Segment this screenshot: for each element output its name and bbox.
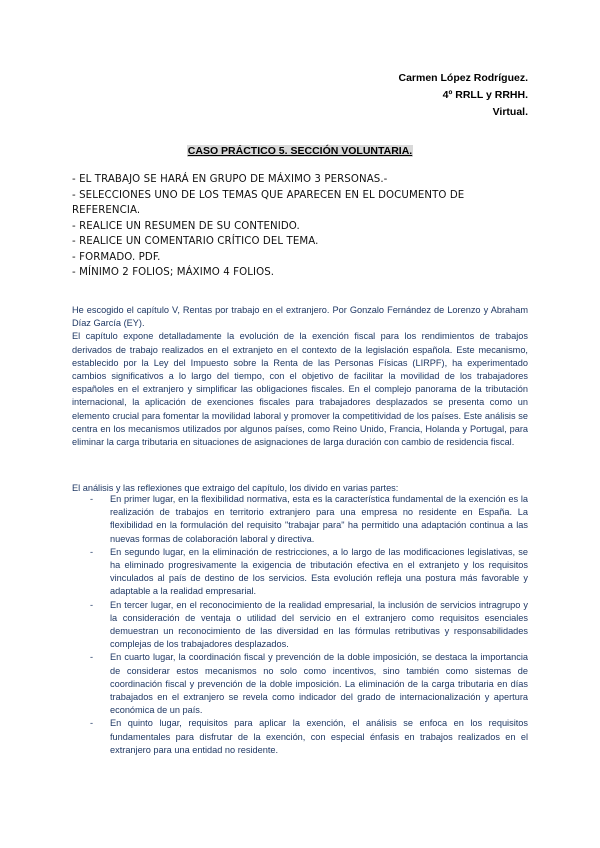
analysis-point: [72, 651, 528, 717]
analysis-point-text: En segundo lugar, en la eliminación de restricciones, a lo largo de las modificaciones legislativas, se ha eliminado progresivamente la exigencia de tributación efectiva en el extranjeto y los requisitos vinculados al país de destino de los servicios. Esta evolución refleja una postura más favorable y adaptable a la realidad empresarial.: [110, 546, 528, 597]
author-block: [398, 70, 528, 121]
analysis-point: [72, 717, 528, 757]
analysis-point: [72, 546, 528, 599]
author-mode: Virtual.: [492, 106, 528, 118]
instruction-line: REFERENCIA.: [72, 205, 141, 216]
document-title: CASO PRÁCTICO 5. SECCIÓN VOLUNTARIA.: [187, 145, 413, 157]
analysis-point-text: En tercer lugar, en el reconocimiento de la realidad empresarial, la inclusión de servicios intragrupo y la consideración de ventaja o utilidad del servicio en el extranjero como requisitos esenciales demuestran un reconocimiento de las diversidad en las fórmulas retributivas y responsabilidades complejas de los trabajadores desplazados.: [110, 599, 528, 650]
bullet-marker: -: [90, 494, 94, 504]
instruction-line: - SELECCIONES UNO DE LOS TEMAS QUE APARECEN EN EL DOCUMENTO DE: [72, 189, 465, 201]
instruction-line: - EL TRABAJO SE HARÁ EN GRUPO DE MÁXIMO 3 PERSONAS.-: [72, 174, 388, 185]
bullet-marker: -: [90, 652, 94, 663]
instruction-line: - REALICE UN RESUMEN DE SU CONTENIDO.: [72, 220, 300, 232]
analysis-point-text: En primer lugar, en la flexibilidad normativa, esta es la característica fundamental de la exención es la realización de trabajos en territorio extranjero para una empresa no residente en España. La flexibilidad en la formulación del requisito "trabajar para" ha permitido una adaptación continua a las nuevas formas de colaboración laboral y directiva.: [110, 494, 528, 544]
instruction-line: - REALICE UN COMENTARIO CRÍTICO DEL TEMA.: [72, 236, 319, 247]
author-course: 4º RRLL y RRHH.: [442, 89, 528, 101]
chapter-summary-paragraph: El capítulo expone detalladamente la evolución de la exención fiscal para los rendimientos de trabajos derivados de trabajo realizados en el extranjeto en el contexto de la legislación española. Este mecanismo, establecido por la Ley del Impuesto sobre la Renta de las Personas Físicas (LIRPF), ha experimentado cambios significativos a lo largo del tiempo, con el objetivo de facilitar la movilidad de los trabajadores españoles en el extranjero y simplificar las obligaciones fiscales. En el complejo panorama de la tributación internacional, la aplicación de exenciones fiscales para trabajadores desplazados se presenta como un elemento crucial para fomentar la movilidad laboral y promover la competitividad de los países. Este análisis se centra en los mecanismos utilizados por algunos países, como Reino Unido, Francia, Holanda y Portugal, para eliminar la carga tributaria en situaciones de asignaciones de larga duración con cambio de residencia fiscal.: [72, 331, 528, 448]
document-title-block: [0, 145, 600, 157]
intro-section: [72, 304, 528, 449]
analysis-point: [72, 599, 528, 652]
bullet-marker: -: [90, 718, 94, 729]
analysis-point-text: En cuarto lugar, la coordinación fiscal y prevención de la doble imposición, se destaca la importancia de considerar estos mecanismos no solo como incentivos, sino también como sistemas de coordinación fiscal y prevención de la doble imposición. La eliminación de la carga tributaria en días trabajados en el extranjero se revela como indicador del grado de internacionalización y apertura económica de un país.: [110, 652, 528, 716]
author-name: Carmen López Rodríguez.: [398, 72, 528, 84]
bullet-marker: -: [90, 599, 94, 610]
instruction-line: - FORMADO. PDF.: [72, 251, 161, 263]
analysis-point-text: En quinto lugar, requisitos para aplicar la exención, el análisis se enfoca en los requisitos fundamentales para disfrutar de la exención, con especial énfasis en trabajos realizados en el extranjero para una entidad no residente.: [110, 718, 528, 755]
chapter-choice-paragraph: He escogido el capítulo V, Rentas por trabajo en el extranjero. Por Gonzalo Fernández de Lorenzo y Abraham Díaz García (EY).: [72, 305, 528, 329]
analysis-points-list: [72, 493, 528, 757]
analysis-heading: El análisis y las reflexiones que extraigo del capítulo, los divido en varias partes:: [72, 483, 399, 493]
instruction-line: - MÍNIMO 2 FOLIOS; MÁXIMO 4 FOLIOS.: [72, 267, 275, 278]
instructions-list: [72, 172, 542, 281]
analysis-point: [72, 493, 528, 546]
bullet-marker: -: [90, 546, 94, 557]
